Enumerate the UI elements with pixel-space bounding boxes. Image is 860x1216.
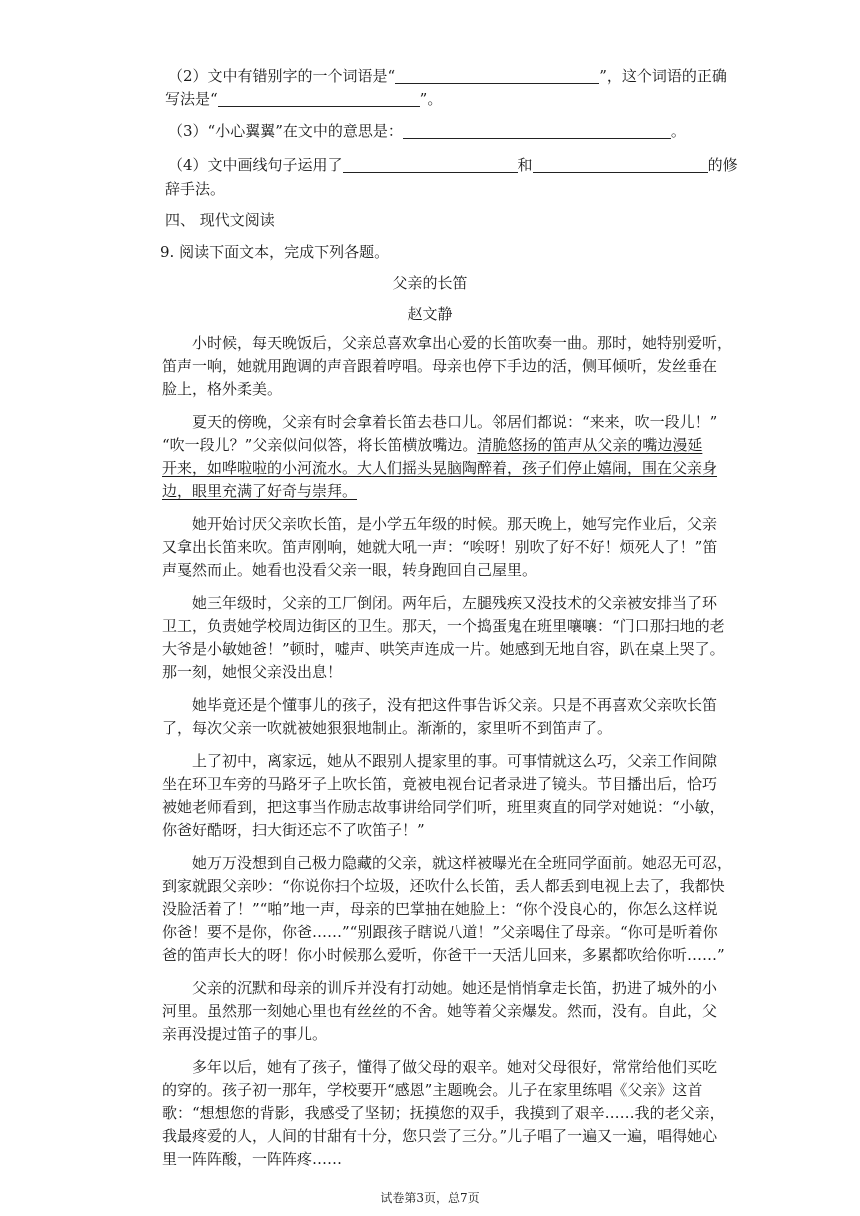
page-footer: 试卷第3页，总7页 (380, 1191, 480, 1205)
paragraph-line: 爸的笛声长大的呀！你小时候那么爱听，你爸干一天活儿回来，多累都吹给你听……” (162, 946, 725, 964)
paragraph-line: 她三年级时，父亲的工厂倒闭。两年后，左腿残疾又没技术的父亲被安排当了环 (192, 594, 718, 612)
paragraph-text: “吹一段儿？”父亲似问似答，将长笛横放嘴边。 (162, 436, 478, 454)
paragraph-line: 多年以后，她有了孩子，懂得了做父母的艰辛。她对父母很好，常常给他们买吃 (192, 1058, 718, 1076)
question-3-text: （3）“小心翼翼”在文中的意思是： (168, 122, 403, 140)
answer-blank (395, 67, 599, 84)
paragraph-line: 她开始讨厌父亲吹长笛，是小学五年级的时候。那天晚上，她写完作业后，父亲 (192, 515, 718, 533)
paragraph-line: 的穿的。孩子初一那年，学校要开“感恩”主题晚会。儿子在家里练唱《父亲》这首 (162, 1081, 703, 1099)
paragraph-line: 夏天的傍晚，父亲有时会拿着长笛去巷口儿。邻居们都说：“来来，吹一段儿！” (192, 413, 718, 431)
paragraph-line: 河里。虽然那一刻她心里也有丝丝的不舍。她等着父亲爆发。然而，没有。自此，父 (162, 1002, 718, 1020)
paragraph-line (162, 434, 702, 456)
paragraph-line: 她万万没想到自己极力隐藏的父亲，就这样被曝光在全班同学面前。她忍无可忍， (192, 854, 733, 872)
question-3-text-end: 。 (670, 122, 686, 140)
paragraph-line: 卫工，负责她学校周边街区的卫生。那天，一个捣蛋鬼在班里嚷嚷：“门口那扫地的老 (162, 617, 725, 635)
paragraph-line: 又拿出长笛来吹。笛声刚响，她就大吼一声：“唉呀！别吹了好不好！烦死人了！”笛 (162, 538, 718, 556)
answer-blank (218, 90, 420, 107)
paragraph-line: 亲再没提过笛子的事儿。 (162, 1025, 328, 1043)
paragraph-line: 大爷是小敏她爸！”顿时，嘘声、哄笑声连成一片。她感到无地自容，趴在桌上哭了。 (162, 640, 725, 658)
paragraph-line: 小时候，每天晚饭后，父亲总喜欢拿出心爱的长笛吹奏一曲。那时，她特别爱听， (192, 334, 733, 352)
paragraph-line: 歌：“想想您的背影，我感受了坚韧；抚摸您的双手，我摸到了艰辛……我的老父亲， (162, 1104, 725, 1122)
question-4-text-end: 的修 (707, 156, 738, 174)
paragraph-line: 父亲的沉默和母亲的训斥并没有打动她。她还是悄悄拿走长笛，扔进了城外的小 (192, 979, 718, 997)
question-4-text: 辞手法。 (165, 180, 226, 198)
paragraph-line: 上了初中，离家远，她从不跟别人提家里的事。可事情就这么巧，父亲工作间隙 (192, 752, 718, 770)
problem-label: 9. 阅读下面文本，完成下列各题。 (160, 243, 390, 261)
paragraph-line: 被她老师看到，把这事当作励志故事讲给同学们听，班里爽直的同学对她说：“小敏， (162, 798, 725, 816)
question-4-text: （4）文中画线句子运用了 (168, 156, 343, 174)
answer-blank (343, 156, 518, 173)
answer-blank (533, 156, 708, 173)
paragraph-line: 到家就跟父亲吵：“你说你扫个垃圾，还吹什么长笛，丢人都丢到电视上去了，我都快 (162, 877, 725, 895)
answer-blank (403, 122, 671, 139)
question-4-line-2 (165, 178, 225, 200)
question-4-text-mid: 和 (517, 156, 533, 174)
underlined-sentence: 清脆悠扬的笛声从父亲的嘴边漫延 (477, 436, 703, 454)
paragraph-line: 那一刻，她恨父亲没出息！ (162, 663, 343, 681)
paragraph-line: 声戛然而止。她看也没看父亲一眼，转身跑回自己屋里。 (162, 561, 538, 579)
question-3-line (168, 120, 686, 142)
question-4-line-1 (168, 154, 738, 176)
paragraph-line: 没脸活着了！”“啪”地一声，母亲的巴掌抽在她脸上：“你个没良心的，你怎么这样说 (162, 900, 718, 918)
section-heading: 四、 现代文阅读 (165, 211, 275, 229)
paragraph-line: 笛声一响，她就用跑调的声音跟着哼唱。母亲也停下手边的活，侧耳倾听，发丝垂在 (162, 357, 718, 375)
question-2-text-end: ”，这个词语的正确 (599, 67, 727, 85)
paragraph-line: 里一阵阵酸，一阵阵疼…… (162, 1150, 343, 1168)
paragraph-line: 脸上，格外柔美。 (162, 380, 283, 398)
paragraph-line: 了，每次父亲一吹就被她狠狠地制止。渐渐的，家里听不到笛声了。 (162, 719, 613, 737)
paragraph-line: 你爸！要不是你，你爸……”“别跟孩子瞎说八道！”父亲喝住了母亲。“你可是听着你 (162, 923, 718, 941)
paragraph-line: 她毕竟还是个懂事儿的孩子，没有把这件事告诉父亲。只是不再喜欢父亲吹长笛 (192, 696, 718, 714)
question-2-line-2 (165, 88, 442, 110)
article-author: 赵文静 (407, 305, 453, 323)
underlined-sentence: 开来，如哗啦啦的小河流水。大人们摇头晃脑陶醉着，孩子们停止嬉闹，围在父亲身 (162, 459, 718, 477)
question-2-text: （2）文中有错别字的一个词语是“ (168, 67, 396, 85)
question-2-text: 写法是“ (165, 90, 218, 108)
paragraph-line: 我最疼爱的人，人间的甘甜有十分，您只尝了三分。”儿子唱了一遍又一遍，唱得她心 (162, 1127, 718, 1145)
paragraph-line: 你爸好酷呀，扫大街还忘不了吹笛子！” (162, 821, 425, 839)
question-2-text-end: ”。 (419, 90, 443, 108)
article-title: 父亲的长笛 (392, 274, 468, 292)
paragraph-line: 坐在环卫车旁的马路牙子上吹长笛，竟被电视台记者录进了镜头。节目播出后，恰巧 (162, 775, 718, 793)
question-2-line-1 (168, 65, 727, 87)
underlined-sentence: 边，眼里充满了好奇与崇拜。 (162, 482, 358, 500)
